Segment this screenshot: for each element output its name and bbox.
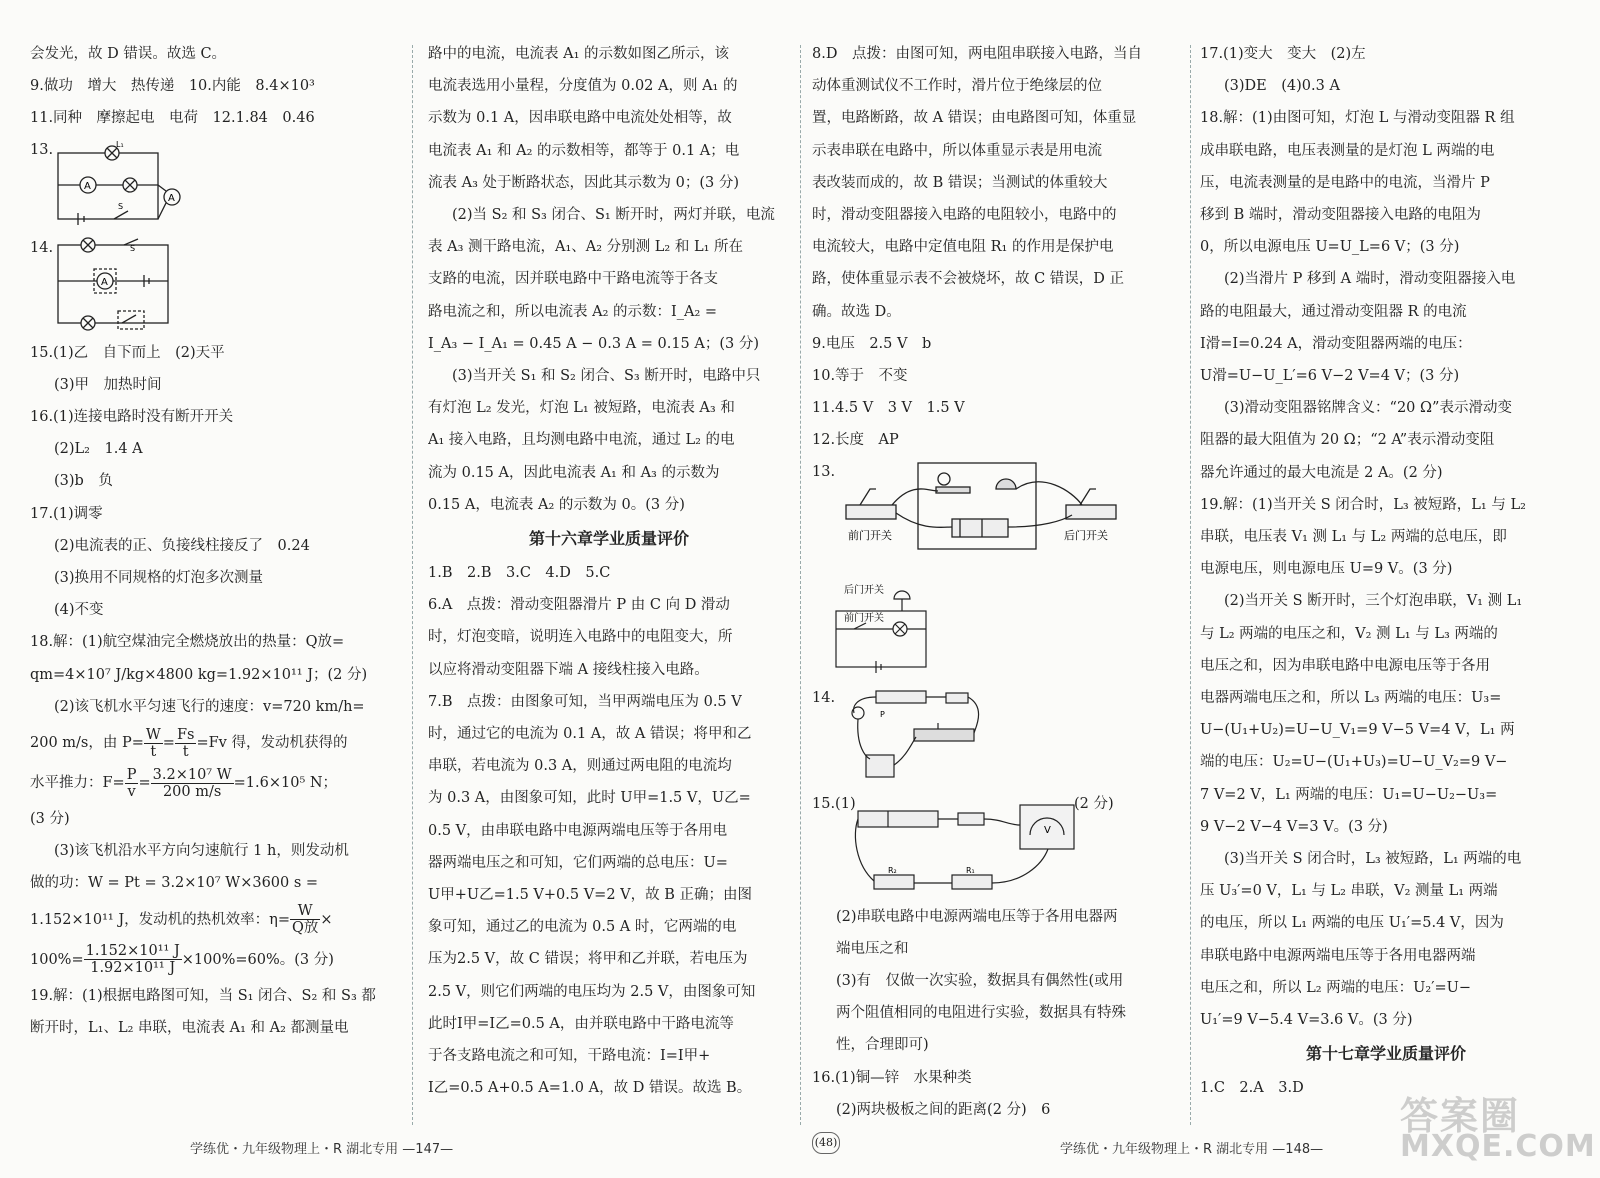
question-number: 13. <box>812 463 836 480</box>
fraction <box>175 727 197 760</box>
door-bell-schematic <box>826 583 966 679</box>
question-number: 13. <box>30 141 54 158</box>
text-line: U₁′=9 V−5.4 V=3.6 V。(3 分) <box>1200 1012 1413 1029</box>
text: =Fv 得，发动机获得的 <box>196 735 348 752</box>
text-line: U甲+U乙=1.5 V+0.5 V=2 V，故 B 正确；由图 <box>428 887 752 904</box>
text-line: 有灯泡 L₂ 发光，灯泡 L₁ 被短路，电流表 A₃ 和 <box>428 400 735 417</box>
text-line: 性，合理即可) <box>836 1037 929 1054</box>
text-line: (3)b 负 <box>54 473 113 490</box>
fraction <box>144 727 163 760</box>
text-line: (2)该飞机水平匀速飞行的速度：v=720 km/h= <box>54 698 365 715</box>
text-line: 流表 A₃ 处于断路状态，因此其示数为 0；(3 分) <box>428 174 739 191</box>
text-line: (2)L₂ 1.4 A <box>54 441 143 458</box>
text-line: 支路的电流，因并联电路中干路电流等于各支 <box>428 271 718 288</box>
page-badge: (48) <box>812 1132 840 1154</box>
text-line: 端的电压：U₂=U−(U₁+U₃)=U−U_V₂=9 V− <box>1200 754 1508 771</box>
text-line: (3)滑动变阻器铭牌含义：“20 Ω”表示滑动变 <box>1224 400 1512 417</box>
text-line: 移到 B 端时，滑动变阻器接入电路的电阻为 <box>1200 207 1481 224</box>
text-line: 表 A₃ 测干路电流，A₁、A₂ 分别测 L₂ 和 L₁ 所在 <box>428 239 743 256</box>
text-line: 压，电流表测量的是电路中的电流，当滑片 P <box>1200 174 1490 191</box>
column-2 <box>428 38 790 1128</box>
formula-line <box>30 723 402 763</box>
text-line: 0.5 V，由串联电路中电源两端电压等于各用电 <box>428 822 728 839</box>
formula-line <box>30 763 402 803</box>
text-line: (3 分) <box>30 811 70 828</box>
text-line: 时，滑动变阻器接入电路的电阻较小，电路中的 <box>812 207 1117 224</box>
text-line: 与 L₂ 两端的电压之和，V₂ 测 L₁ 与 L₃ 两端的 <box>1200 625 1498 642</box>
q14-circuit <box>30 235 402 331</box>
text-line: 电源电压，则电源电压 U=9 V。(3 分) <box>1200 561 1453 578</box>
text-line: 串联电路中电源两端电压等于各用电器两端 <box>1200 947 1476 964</box>
text-line: 9 V−2 V−4 V=3 V。(3 分) <box>1200 818 1388 835</box>
numerator: P <box>126 766 137 783</box>
text-line: 时，通过它的电流为 0.1 A，故 A 错误；将甲和乙 <box>428 726 752 743</box>
column-divider <box>1190 45 1191 1125</box>
section-heading: 第十六章学业质量评价 <box>528 529 689 549</box>
fraction <box>151 767 234 800</box>
text-line: 会发光，故 D 错误。故选 C。 <box>30 46 227 62</box>
text-line: 动体重测试仪不工作时，滑片位于绝缘层的位 <box>812 78 1102 95</box>
text-line: 电流表选用小量程，分度值为 0.02 A，则 A₁ 的 <box>428 78 738 95</box>
text-line: 断开时，L₁、L₂ 串联，电流表 A₁ 和 A₂ 都测量电 <box>30 1019 349 1036</box>
text-line: 象可知，通过乙的电流为 0.5 A 时，它两端的电 <box>428 919 737 936</box>
text-line: 置，电路断路，故 A 错误；由电路图可知，体重显 <box>812 110 1137 127</box>
text-line: 18.解：(1)航空煤油完全燃烧放出的热量：Q放= <box>30 634 345 651</box>
text-line: U−(U₁+U₂)=U−U_V₁=9 V−5 V=4 V，L₁ 两 <box>1200 722 1515 739</box>
text-line: 器两端电压之和可知，它们两端的总电压：U= <box>428 854 728 871</box>
text-line: 19.解：(1)当开关 S 闭合时，L₃ 被短路，L₁ 与 L₂ <box>1200 496 1526 513</box>
question-number: 15.(1) <box>812 795 856 812</box>
back-switch-label: 后门开关 <box>1064 528 1108 542</box>
svg-text:S: S <box>130 243 136 253</box>
q15-physical-circuit <box>812 791 1184 895</box>
text-line: (4)不变 <box>54 602 104 619</box>
back-switch-label: 后门开关 <box>844 584 884 596</box>
text-line: 表改装而成的，故 B 错误；当测试的体重较大 <box>812 174 1108 191</box>
text-line: 路，使体重显示表不会被烧坏，故 C 错误，D 正 <box>812 271 1125 288</box>
text-line: 的电压，所以 L₁ 两端的电压 U₁′=5.4 V，因为 <box>1200 915 1504 932</box>
text: = <box>162 735 175 752</box>
text-line: 7.B 点拨：由图象可知，当甲两端电压为 0.5 V <box>428 693 742 710</box>
text-line: (3)甲 加热时间 <box>54 376 162 393</box>
text-line: 12.长度 AP <box>812 432 899 449</box>
text-line: 路的电阻最大，通过滑动变阻器 R 的电流 <box>1200 303 1467 320</box>
text-line: 器允许通过的最大电流是 2 A。(2 分) <box>1200 464 1443 481</box>
door-bell-physical-circuit <box>832 461 1132 579</box>
door-schematic <box>812 583 1184 679</box>
text-line: 0，所以电源电压 U=U_L=6 V；(3 分) <box>1200 239 1460 256</box>
text-line: 17.(1)调零 <box>30 505 103 522</box>
text-line: 16.(1)铜—锌 水果种类 <box>812 1069 972 1086</box>
text-line: 9.做功 增大 热传递 10.内能 8.4×10³ <box>30 78 315 95</box>
text-line: 压 U₃′=0 V，L₁ 与 L₂ 串联，V₂ 测量 L₁ 两端 <box>1200 883 1498 900</box>
denominator: v <box>127 783 136 800</box>
text-line: 为 0.3 A，由图象可知，此时 U甲=1.5 V，U乙= <box>428 790 751 807</box>
question-number: 14. <box>812 689 836 706</box>
text-line: 1.B 2.B 3.C 4.D 5.C <box>428 565 611 582</box>
watermark-url: MXQE.COM <box>1400 1129 1596 1164</box>
numerator: Fs <box>176 726 195 743</box>
numerator: 3.2×10⁷ W <box>152 766 232 783</box>
text-line: 18.解：(1)由图可知，灯泡 L 与滑动变阻器 R 组 <box>1200 110 1515 127</box>
text-line: 6.A 点拨：滑动变阻器滑片 P 由 C 向 D 滑动 <box>428 597 730 614</box>
svg-text:P: P <box>880 709 885 719</box>
text-line: (2)两块极板之间的距离(2 分) 6 <box>836 1101 1051 1118</box>
text-line: I乙=0.5 A+0.5 A=1.0 A，故 D 错误。故选 B。 <box>428 1080 752 1097</box>
text: = <box>138 775 151 792</box>
text-line: 端电压之和 <box>836 940 909 957</box>
text-line: 11.同种 摩擦起电 电荷 12.1.84 0.46 <box>30 110 315 127</box>
numerator: 1.152×10¹¹ J <box>85 943 180 960</box>
text-line: (3)有 仅做一次实验，数据具有偶然性(或用 <box>836 973 1124 990</box>
text-line: A₁ 接入电路，且均测电路中电流，通过 L₂ 的电 <box>428 432 735 449</box>
text-line: 时，灯泡变暗，说明连入电路中的电阻变大，所 <box>428 629 733 646</box>
column-divider <box>800 45 801 1125</box>
text: 100%= <box>30 951 84 968</box>
text-line: (2)电流表的正、负接线柱接反了 0.24 <box>54 537 310 554</box>
text-line: 电器两端电压之和，所以 L₃ 两端的电压：U₃= <box>1200 690 1502 707</box>
text-line: I滑=I=0.24 A，滑动变阻器两端的电压： <box>1200 335 1472 352</box>
formula-line <box>30 940 402 980</box>
answer-block <box>428 557 790 1104</box>
text-line: 路中的电流，电流表 A₁ 的示数如图乙所示，该 <box>428 46 730 62</box>
text-line: 电流表 A₁ 和 A₂ 的示数相等，都等于 0.1 A；电 <box>428 142 740 159</box>
fraction <box>290 903 320 936</box>
text-line: 于各支路电流之和可知，干路电流：I=I甲+ <box>428 1048 711 1065</box>
text-line: 9.电压 2.5 V b <box>812 335 932 352</box>
text-line: 16.(1)连接电路时没有断开开关 <box>30 409 234 426</box>
text-line: 做的功：W = Pt = 3.2×10⁷ W×3600 s = <box>30 875 319 892</box>
column-1 <box>30 38 402 1128</box>
section-heading: 第十七章学业质量评价 <box>1305 1044 1466 1064</box>
text: =1.6×10⁵ N； <box>233 775 338 792</box>
answer-block <box>812 901 1184 1126</box>
svg-text:R₁: R₁ <box>966 865 975 875</box>
text-line: 电流较大，电路中定值电阻 R₁ 的作用是保护电 <box>812 239 1114 256</box>
svg-text:L₁: L₁ <box>116 139 124 149</box>
denominator: Q放 <box>292 920 319 937</box>
text-line: 10.等于 不变 <box>812 368 908 385</box>
watermark <box>1400 1085 1596 1167</box>
text: 200 m/s，由 P= <box>30 735 144 752</box>
text-line: 压为2.5 V，故 C 错误；将甲和乙并联，若电压为 <box>428 951 748 968</box>
text-line: (2)当 S₂ 和 S₃ 闭合、S₁ 断开时，两灯并联，电流 <box>452 207 775 224</box>
text-line: (2)当滑片 P 移到 A 端时，滑动变阻器接入电 <box>1224 271 1516 288</box>
footer-right: 学练优・九年级物理上・R 湖北专用 —148— <box>1060 1142 1324 1157</box>
text-line: 此时I甲=I乙=0.5 A，由并联电路中干路电流等 <box>428 1015 734 1032</box>
circuit-diagram-14 <box>54 237 214 333</box>
svg-text:R₂: R₂ <box>888 865 897 875</box>
text-line: 0.15 A，电流表 A₂ 的示数为 0。(3 分) <box>428 496 685 513</box>
text-line: 15.(1)乙 自下而上 (2)天平 <box>30 344 225 361</box>
text-line: 示表串联在电路中，所以体重显示表是用电流 <box>812 142 1102 159</box>
text-line: 两个阻值相同的电阻进行实验，数据具有特殊 <box>836 1005 1126 1022</box>
voltmeter-circuit <box>852 795 1082 899</box>
numerator: W <box>290 903 320 920</box>
denominator: 1.92×10¹¹ J <box>90 960 176 977</box>
svg-text:V: V <box>1044 824 1051 836</box>
fraction <box>125 767 139 800</box>
text-line: 示数为 0.1 A，因串联电路中电流处处相等，故 <box>428 110 732 127</box>
svg-text:A: A <box>84 180 91 192</box>
denominator: 200 m/s <box>162 783 222 800</box>
text-line: (3)DE (4)0.3 A <box>1224 78 1340 95</box>
footer-left: 学练优・九年级物理上・R 湖北专用 —147— <box>190 1142 454 1157</box>
formula-line <box>30 900 402 940</box>
text-line: 电压之和，所以 L₂ 两端的电压：U₂′=U− <box>1200 979 1472 996</box>
front-switch-label: 前门开关 <box>844 612 884 624</box>
column-4 <box>1200 38 1572 1128</box>
text-line: (2)当开关 S 断开时，三个灯泡串联，V₁ 测 L₁ <box>1224 593 1523 610</box>
text-line: 路电流之和，所以电流表 A₂ 的示数：I_A₂ = <box>428 303 718 320</box>
text-line: 7 V=2 V，L₁ 两端的电压：U₁=U−U₂−U₃= <box>1200 786 1498 803</box>
text-line: 阻器的最大阻值为 20 Ω；“2 A”表示滑动变阻 <box>1200 432 1495 449</box>
text-line: 1.C 2.A 3.D <box>1200 1080 1304 1097</box>
denominator: t <box>150 743 157 760</box>
numerator: W <box>145 726 161 743</box>
text-line: 以应将滑动变阻器下端 A 接线柱接入电路。 <box>428 661 709 678</box>
text: 水平推力：F= <box>30 775 125 792</box>
text-line: (2)串联电路中电源两端电压等于各用电器两 <box>836 908 1118 925</box>
text-line: 成串联电路，电压表测量的是灯泡 L 两端的电 <box>1200 142 1495 159</box>
fraction <box>84 943 182 976</box>
text-line: 19.解：(1)根据电路图可知，当 S₁ 闭合、S₂ 和 S₃ 都 <box>30 987 376 1004</box>
answer-block <box>428 38 790 521</box>
answer-block <box>1200 38 1572 1036</box>
text-line: (3)该飞机沿水平方向匀速航行 1 h，则发动机 <box>54 843 349 860</box>
text-line: 串联，电压表 V₁ 测 L₁ 与 L₂ 两端的总电压，即 <box>1200 529 1507 546</box>
q13-circuit <box>30 137 402 229</box>
watermark-text: 答案圈 <box>1400 1094 1521 1138</box>
question-number: 14. <box>30 239 54 256</box>
text-line: 2.5 V，则它们两端的电压均为 2.5 V，由图象可知 <box>428 983 756 1000</box>
svg-text:A: A <box>168 192 175 204</box>
text-line: 串联，若电流为 0.3 A，则通过两电阻的电流均 <box>428 758 732 775</box>
text-line: (3)当开关 S₁ 和 S₂ 闭合、S₃ 断开时，电路中只 <box>452 368 761 385</box>
text-line: 流为 0.15 A，因此电流表 A₁ 和 A₃ 的示数为 <box>428 464 720 481</box>
svg-text:A: A <box>101 276 108 288</box>
text-line: (3)当开关 S 闭合时，L₃ 被短路，L₁ 两端的电 <box>1224 851 1522 868</box>
text: ×100%=60%。(3 分) <box>181 951 334 968</box>
column-3 <box>812 38 1184 1128</box>
text-line: 电压之和，因为串联电路中电源电压等于各用 <box>1200 657 1490 674</box>
text-line: U滑=U−U_L′=6 V−2 V=4 V；(3 分) <box>1200 368 1460 385</box>
text-line: 8.D 点拨：由图可知，两电阻串联接入电路，当自 <box>812 46 1142 62</box>
text-line: 17.(1)变大 变大 (2)左 <box>1200 46 1366 62</box>
front-switch-label: 前门开关 <box>848 528 892 542</box>
circuit-diagram-13 <box>54 139 214 231</box>
text-line: (3)换用不同规格的灯泡多次测量 <box>54 570 264 587</box>
text-line: 11.4.5 V 3 V 1.5 V <box>812 400 965 417</box>
answer-block <box>812 38 1184 457</box>
lamp-rheostat-circuit <box>836 687 1006 787</box>
text: 1.152×10¹¹ J，发动机的热机效率：η= <box>30 911 290 928</box>
text-line: I_A₃ − I_A₁ = 0.45 A − 0.3 A = 0.15 A；(3 分) <box>428 335 760 352</box>
text: × <box>320 911 333 928</box>
svg-text:S: S <box>118 201 124 211</box>
text-line: 确。故选 D。 <box>812 303 901 320</box>
column-divider <box>412 45 413 1125</box>
q13-door-circuit <box>812 459 1184 577</box>
text-line: qm=4×10⁷ J/kg×4800 kg=1.92×10¹¹ J；(2 分) <box>30 666 368 683</box>
score-label: (2 分) <box>1074 795 1114 812</box>
denominator: t <box>182 743 189 760</box>
q14-physical-circuit <box>812 685 1184 785</box>
